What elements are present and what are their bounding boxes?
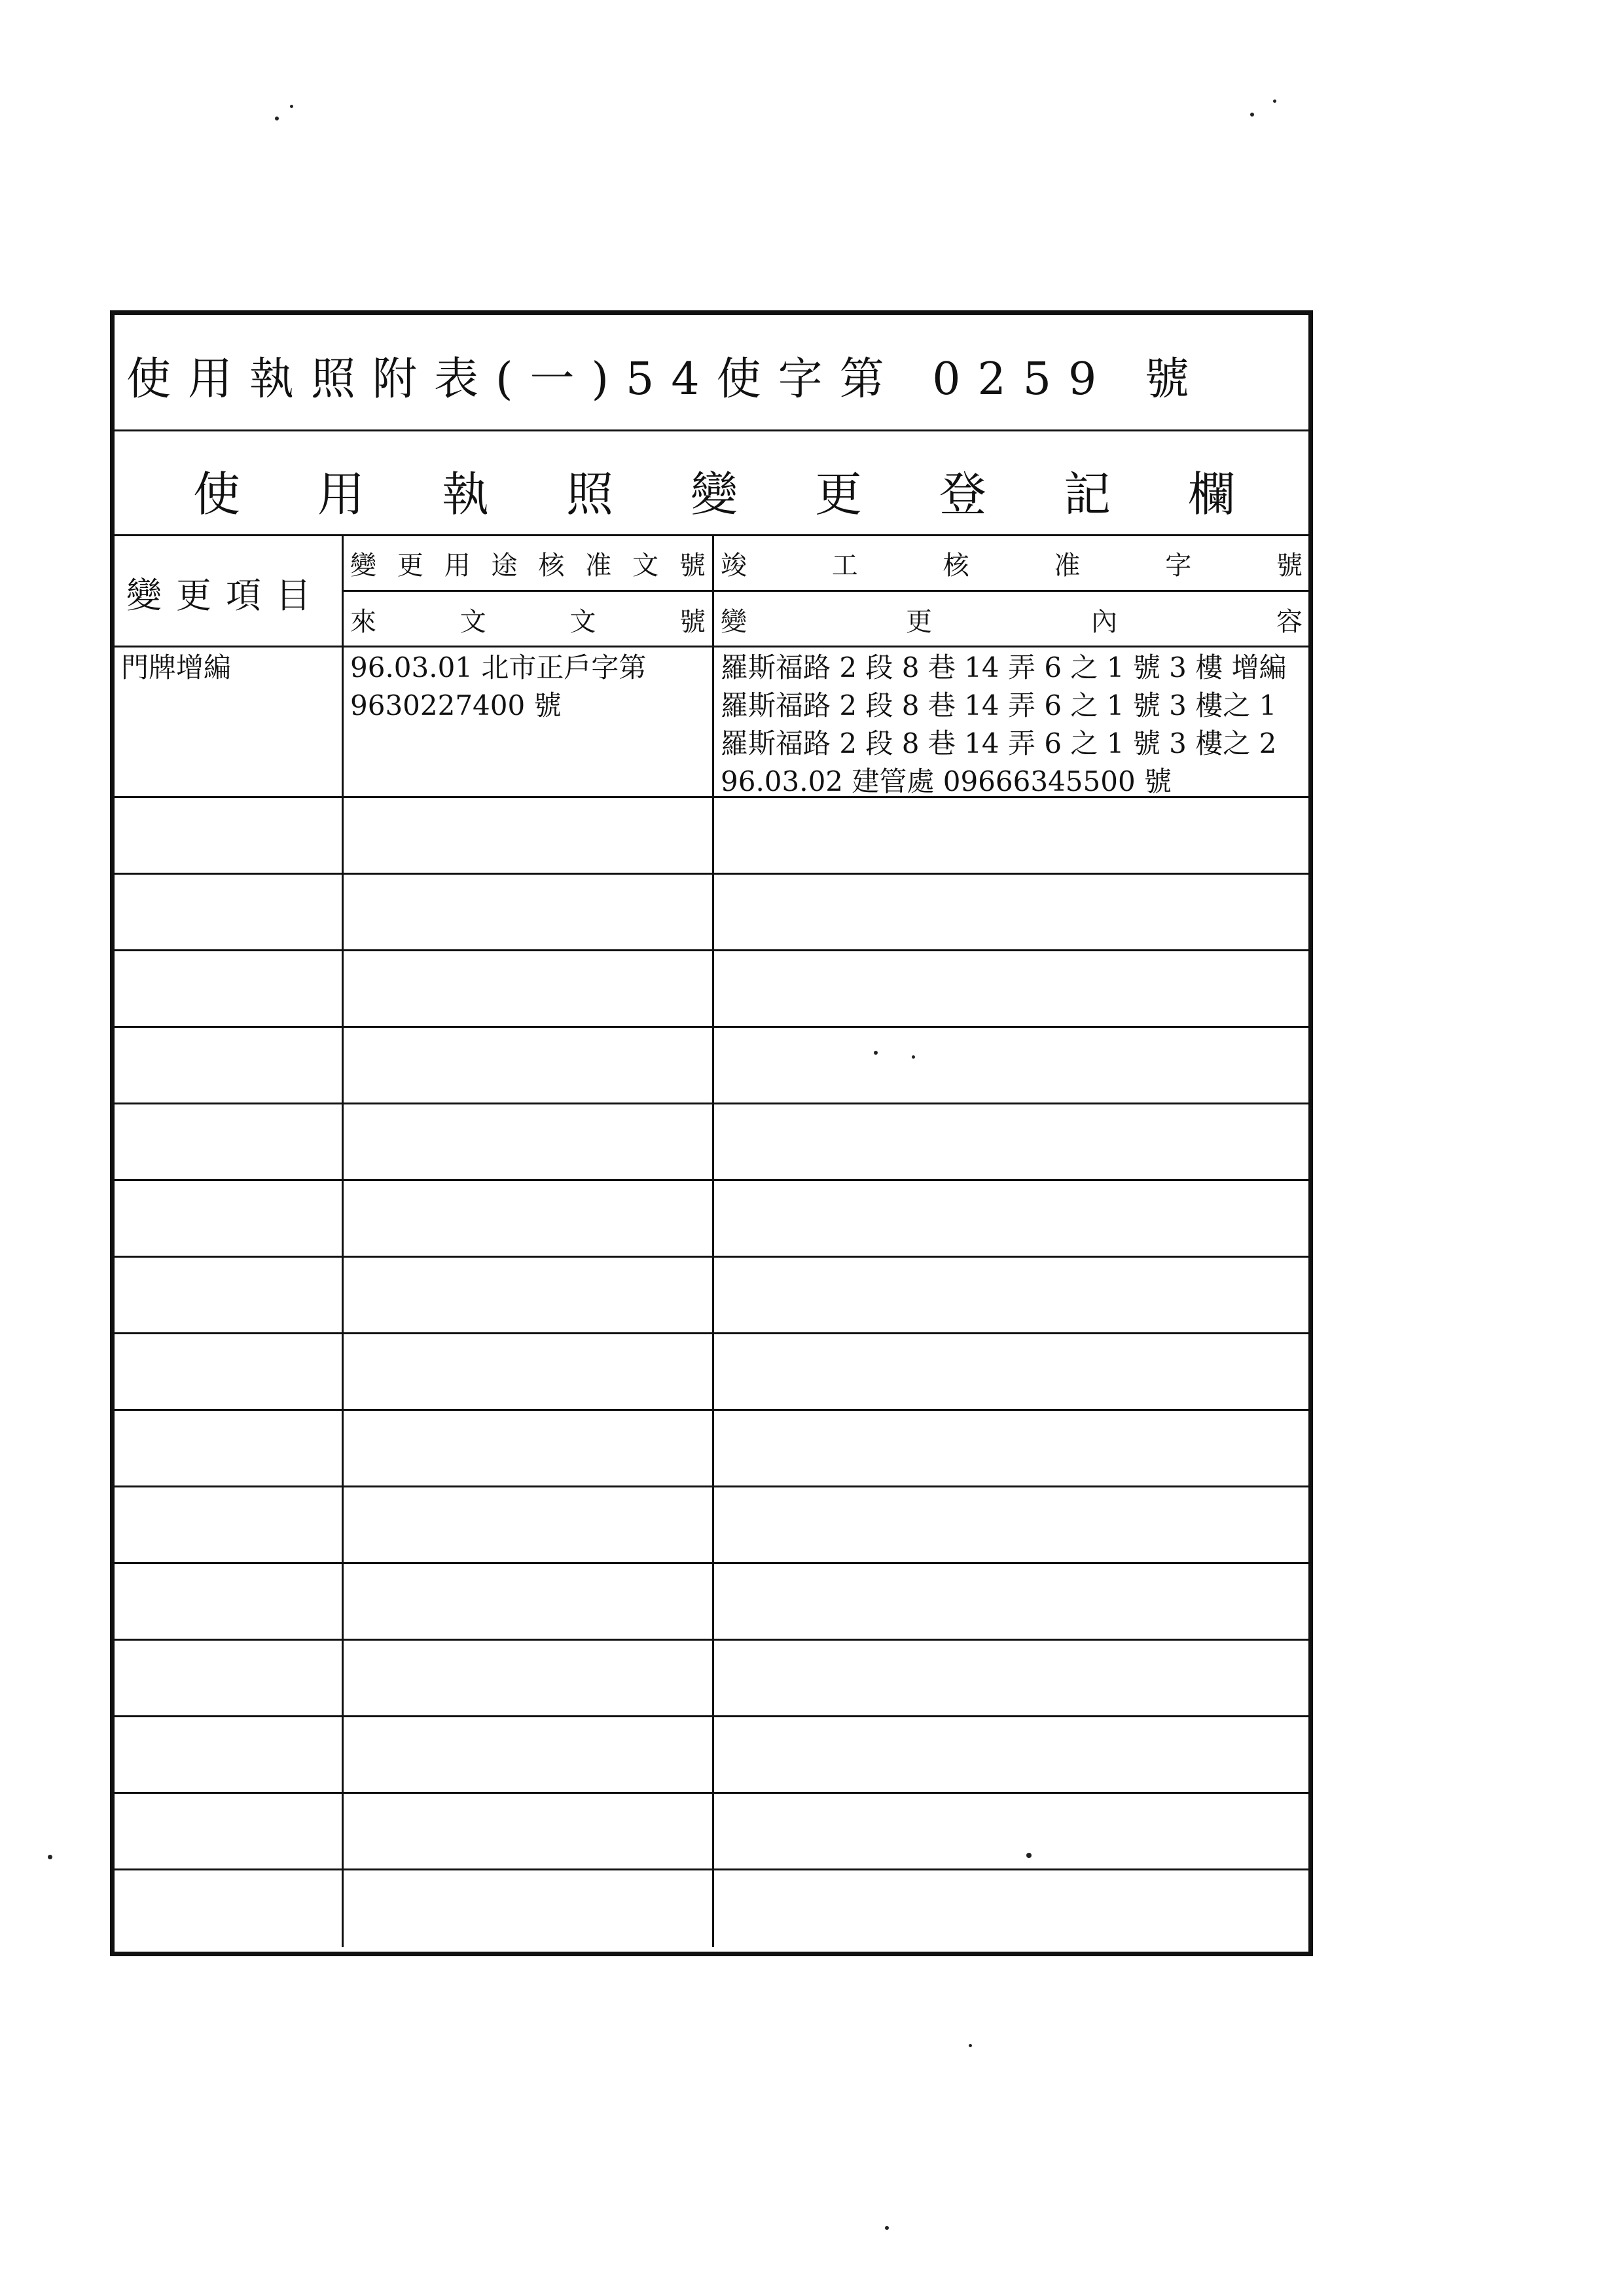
scan-speck (969, 2044, 972, 2047)
empty-cell (115, 1641, 344, 1715)
header-char: 號 (679, 607, 706, 637)
header-approval-doc-no (344, 536, 712, 592)
empty-cell (115, 1870, 344, 1947)
empty-cell (344, 1564, 714, 1639)
change-item-cell (115, 647, 344, 796)
header-char: 文 (459, 607, 486, 637)
empty-cell (714, 951, 1309, 1026)
header-content-column (714, 536, 1309, 647)
title-row (115, 315, 1308, 431)
header-char: 變 (721, 607, 747, 637)
scan-speck (1273, 100, 1276, 103)
change-content-cell (714, 647, 1309, 796)
table-row (115, 951, 1308, 1028)
doc-no-line: 9630227400 號 (350, 689, 562, 721)
header-char: 更 (397, 550, 423, 581)
header-char: 來 (350, 607, 376, 637)
change-item-text: 門牌增編 (121, 651, 232, 683)
empty-cell (714, 1641, 1309, 1715)
scan-speck (48, 1855, 52, 1859)
doc-no-line: 96.03.01 北市正戶字第 (350, 651, 647, 683)
empty-cell (115, 1564, 344, 1639)
table-row (115, 798, 1308, 875)
empty-cell (714, 1487, 1309, 1562)
empty-cell (344, 875, 714, 949)
form-heading: 使用執照變更登記欄 (193, 467, 1313, 522)
empty-cell (344, 1104, 714, 1179)
table-row (115, 1104, 1308, 1181)
table-row (115, 1870, 1308, 1947)
license-change-form (110, 310, 1313, 1956)
empty-cell (714, 1717, 1309, 1792)
table-row (115, 1334, 1308, 1411)
header-char: 用 (444, 550, 471, 581)
empty-cell (714, 1564, 1309, 1639)
header-char: 更 (906, 607, 932, 637)
header-char: 號 (1276, 550, 1303, 581)
header-change-item (115, 536, 344, 647)
empty-cell (714, 798, 1309, 873)
empty-cell (344, 951, 714, 1026)
empty-cell (115, 1487, 344, 1562)
table-row (115, 1717, 1308, 1794)
scan-speck (275, 117, 279, 120)
table-row (115, 875, 1308, 951)
header-char: 核 (943, 550, 969, 581)
empty-cell (115, 798, 344, 873)
empty-cell (115, 1258, 344, 1332)
empty-cell (115, 1104, 344, 1179)
empty-cell (115, 1181, 344, 1256)
table-row (115, 1641, 1308, 1717)
table-row (115, 1028, 1308, 1104)
empty-cell (344, 1794, 714, 1868)
header-char: 內 (1091, 607, 1117, 637)
change-content-line: 羅斯福路 2 段 8 巷 14 弄 6 之 1 號 3 樓之 1 (721, 689, 1277, 721)
doc-no-cell (344, 647, 714, 796)
empty-cell (714, 1258, 1309, 1332)
change-content-line: 羅斯福路 2 段 8 巷 14 弄 6 之 1 號 3 樓之 2 (721, 727, 1277, 759)
scan-speck (885, 2226, 889, 2230)
table-row (115, 1564, 1308, 1641)
header-char: 文 (569, 607, 596, 637)
table-row (115, 1258, 1308, 1334)
empty-cell (344, 1411, 714, 1485)
header-char: 竣 (721, 550, 747, 581)
header-char: 核 (538, 550, 565, 581)
empty-cell (714, 1334, 1309, 1409)
empty-cell (344, 1870, 714, 1947)
header-char: 容 (1276, 607, 1303, 637)
header-char: 號 (679, 550, 706, 581)
scan-speck (290, 105, 293, 108)
header-char: 工 (831, 550, 858, 581)
scan-speck (1250, 113, 1254, 117)
header-char: 字 (1165, 550, 1192, 581)
header-completion-no (714, 536, 1309, 592)
empty-cell (714, 1104, 1309, 1179)
empty-cell (115, 1028, 344, 1102)
header-change-item-label: 變更項目 (126, 575, 325, 616)
empty-cell (344, 1717, 714, 1792)
header-change-content (714, 592, 1309, 647)
empty-cell (714, 1181, 1309, 1256)
empty-cell (714, 1870, 1309, 1947)
empty-cell (115, 875, 344, 949)
empty-cell (344, 798, 714, 873)
header-char: 變 (350, 550, 376, 581)
table-row (115, 1794, 1308, 1870)
change-content-line: 羅斯福路 2 段 8 巷 14 弄 6 之 1 號 3 樓 增編 (721, 651, 1287, 683)
header-doc-column (344, 536, 714, 647)
empty-cell (344, 1641, 714, 1715)
empty-cell (714, 1028, 1309, 1102)
header-char: 文 (632, 550, 659, 581)
empty-cell (344, 1487, 714, 1562)
table-row (115, 1181, 1308, 1258)
empty-cell (115, 1411, 344, 1485)
empty-cell (344, 1258, 714, 1332)
table-row (115, 1411, 1308, 1487)
empty-cell (115, 1717, 344, 1792)
empty-cell (714, 875, 1309, 949)
empty-cell (714, 1794, 1309, 1868)
empty-cell (344, 1334, 714, 1409)
header-incoming-doc-no (344, 592, 712, 647)
table-row (115, 647, 1308, 798)
heading-row (115, 431, 1313, 536)
empty-cell (115, 1334, 344, 1409)
empty-cell (344, 1028, 714, 1102)
empty-cell (115, 951, 344, 1026)
empty-cell (714, 1411, 1309, 1485)
header-char: 准 (1054, 550, 1081, 581)
form-title: 使用執照附表(一)54使字第 0259 號 (126, 354, 1206, 405)
header-char: 准 (585, 550, 612, 581)
table-row (115, 1487, 1308, 1564)
header-char: 途 (491, 550, 518, 581)
empty-cell (344, 1181, 714, 1256)
empty-cell (115, 1794, 344, 1868)
change-content-line: 96.03.02 建管處 09666345500 號 (721, 765, 1172, 797)
